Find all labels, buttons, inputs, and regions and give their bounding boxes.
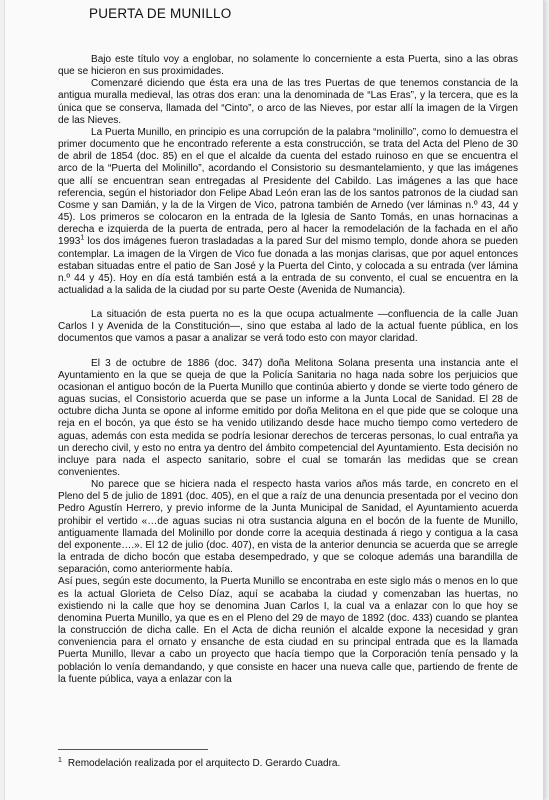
paragraph: La situación de esta puerta no es la que ocupa actualmente —confluencia de la calle Juan Carlos I y Avenida de la Constitución—, sino que estaba al lado de la actual fuente pública, en los documentos que vamos a pasar a analizar se verá todo esto con mayor claridad. (58, 309, 518, 345)
paragraph: Bajo este título voy a englobar, no solamente lo concerniente a esta Puerta, sino a las obras que se hicieron en sus proximidades. (58, 54, 518, 78)
paragraph (58, 127, 518, 297)
paragraph: No parece que se hiciera nada el respecto hasta varios años más tarde, en concreto en el Pleno del 5 de julio de 1891 (doc. 405), en el que a raíz de una denuncia presentada por el vecino don Pedro Agustín Herrero, y previo informe de la Junta Municipal de Sanidad, el Ayuntamiento acuerda prohibir el vertido «…de aguas sucias ni otra sustancia alguna en el bocón de la fuente de Munillo, antiguamente llamada del Molinillo por donde corre la acequia destinada á riego y contigua a la casa del exponente….». El 12 de julio (doc. 407), en vista de la anterior denuncia se acuerda que se arregle la entrada de dicho bocón que estaba desempedrado, y que se coloque además una barandilla de separación, como anteriormente había. (58, 479, 518, 576)
body-text (58, 54, 518, 686)
paragraph-text: los dos imágenes fueron trasladadas a la pared Sur del mismo templo, donde ahora se pueden contemplar. La imagen de la Virgen de Vico fue donada a las monjas clarisas, que por aquel entonces estaban situadas entre el patio de San José y la Puerta del Cinto, y colocada a su entrada (ver lámina n.º 44 y 45). Hoy en día está también está a la entrada de su convento, el cual se encuentra en la actualidad a la salida de la ciudad por su parte Oeste (Avenida de Numancia). (58, 236, 518, 296)
footnote-reference: 1 (80, 235, 85, 242)
footnote (58, 758, 340, 769)
document-page (4, 0, 544, 800)
paragraph: Así pues, según este documento, la Puerta Munillo se encontraba en este siglo más o menos en lo que es la actual Glorieta de Celso Díaz, aquí se acababa la ciudad y comenzaban las huertas, no existiendo ni la calle que hoy se denomina Juan Carlos I, la cual va a enlazar con lo que hoy se denomina Puerta Munillo, ya que es en el Pleno del 29 de mayo de 1892 (doc. 433) cuando se plantea la construcción de dicha calle. En el Acta de dicha reunión el alcalde expone la necesidad y gran conveniencia para el ornato y ensanche de esta ciudad en su principal entrada que es la llamada Puerta Munillo, llevar a cabo un proyecto que hacía tiempo que la Corporación tenía pensado y la población lo venía demandando, y que consiste en hacer una nueva calle que, partiendo de frente de la fuente pública, vaya a enlazar con la (58, 576, 518, 685)
page-title: PUERTA DE MUNILLO (89, 6, 232, 21)
footnote-divider (58, 749, 208, 750)
paragraph: Comenzaré diciendo que ésta era una de las tres Puertas de que tenemos constancia de la antigua muralla medieval, las otras dos eran: una la denominada de “Las Eras”, y la tercera, que es la única que se conserva, llamada del “Cinto”, o arco de las Nieves, por estar allí la imagen de la Virgen de las Nieves. (58, 78, 518, 126)
paragraph-text: La Puerta Munillo, en principio es una corrupción de la palabra “molinillo”, como lo demuestra el primer documento que he encontrado referente a esta construcción, se trata del Acta del Pleno de 30 de abril de 1854 (doc. 85) en el que el alcalde da cuenta del estado ruinoso en que se encuentra el arco de la “Puerta del Molinillo”, acordando el Consistorio su desmantelamiento, y que las imágenes que allí se encuentran sean entregadas al Presidente del Cabildo. Las imágenes a las que hace referencia, según el historiador don Felipe Abad León eran las de los santos patronos de la ciudad san Cosme y san Damián, y la de la Virgen de Vico, patrona también de Arnedo (ver láminas n.º 43, 44 y 45). Los primeros se colocaron en la entrada de la Iglesia de Santo Tomás, en unas hornacinas a derecha e izquierda de la puerta de entrada, pero al hacer la remodelación de la fachada en el año 1993 (58, 126, 518, 248)
paragraph: El 3 de octubre de 1886 (doc. 347) doña Melitona Solana presenta una instancia ante el Ayuntamiento en la que se queja de que la Policía Sanitaria no haga nada sobre los perjuicios que ocasionan el antiguo bocón de la Puerta Munillo que continúa abierto y donde se vierte todo género de aguas sucias, el Consistorio acuerda que se pase un informe a la Junta Local de Sanidad. El 28 de octubre dicha Junta se opone al informe emitido por doña Melitona en el que pide que se coloque una reja en el bocón, ya que ésto se ha venido utilizando desde hace mucho tiempo como vertedero de aguas, además con esta medida se podría lesionar derechos de terceras personas, lo cual entraña ya un derecho civil, y esto no entra ya dentro del ámbito competencial del Ayuntamiento. Esta decisión no incluye para nada el aspecto sanitario, sobre el cual se tomarán las medidas que se crean convenientes. (58, 357, 518, 478)
footnote-marker: 1 (58, 756, 62, 764)
footnote-text: Remodelación realizada por el arquitecto D. Gerardo Cuadra. (67, 758, 341, 769)
